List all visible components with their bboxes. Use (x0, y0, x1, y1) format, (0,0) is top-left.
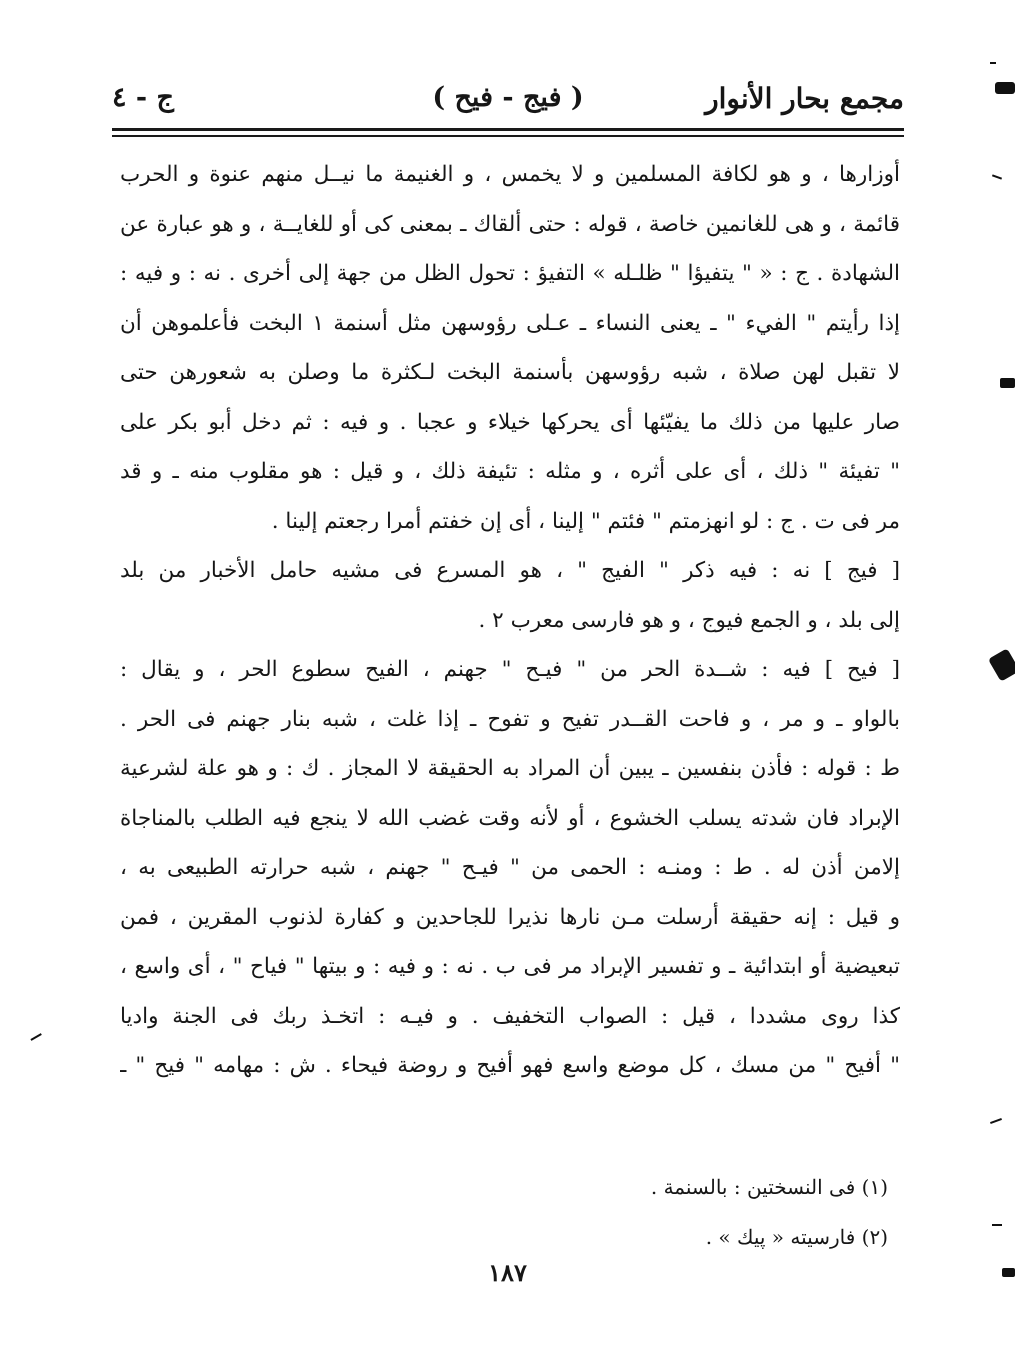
scan-mark (1002, 1268, 1015, 1277)
scan-mark (988, 648, 1015, 682)
book-title: مجمع بحار الأنوار (705, 82, 904, 115)
text-line: إذا رأيتم " الفيء " ـ يعنى النساء ـ عـلى رؤوسهن مثل أسنمة ١ البخت فأعلموهن أن (120, 310, 900, 336)
scan-mark (992, 174, 1002, 179)
text-line: صار عليها من ذلك ما يفيّئها أى يحركها خيلاء و عجبا . و فيه : ثم دخل أبو بكر على (120, 409, 900, 435)
footnote: (١) فى النسختين : بالسنمة . (650, 1175, 888, 1199)
text-line: مر فى ت . ج : لو انهزمتم " فئتم " إلينا ، أى إن خفتم أمرا رجعتم إلينا . (271, 508, 900, 534)
header-rule-thick (112, 128, 904, 131)
text-line: بالواو ـ و مر ، و فاحت القــدر تفيح و تفوح ـ إذا غلت ، شبه بنار جهنم فى الحر . (120, 706, 900, 732)
running-header (112, 80, 904, 124)
entry-range: ( فيج - فيح ) (432, 82, 584, 113)
text-line: إلى بلد ، و الجمع فيوج ، و هو فارسى معرب ٢ . (478, 607, 900, 633)
text-line: لا تقبل لهن صلاة ، شبه رؤوسهن بأسنمة البخت لـكثرة ما وصلن به شعورهن حتى (120, 360, 900, 385)
text-line: " تفيئة " ذلك ، أى على أثره ، و مثله : تئيفة ذلك ، و قيل : هو مقلوب منه ـ و قد (120, 459, 900, 484)
volume-label: ج - ٤ (112, 82, 174, 113)
body-text (120, 150, 900, 1091)
scan-mark (990, 1118, 1002, 1124)
text-line: إلامن أذن له . ط : ومنـه : الحمى من " فيـح " جهنم ، شبه حرارته الطبيعى به ، (120, 855, 900, 880)
text-line: ط : قوله : فأذن بنفسين ـ يبين أن المراد به الحقيقة لا المجاز . ك : و هو علة لشرعية (120, 756, 900, 781)
text-line: أوزارها ، و هو لكافة المسلمين و لا يخمس ، و الغنيمة ما نيــل منهم عنوة و الحرب (120, 162, 900, 187)
scan-mark (992, 1224, 1002, 1226)
scan-mark (1000, 378, 1015, 388)
scan-mark (30, 1033, 41, 1040)
header-rule-thin (112, 135, 904, 137)
text-line: " أفيح " من مسك ، كل موضع واسع فهو أفيح و روضة فيحاء . ش : مهامه " فيح " ـ (120, 1053, 900, 1078)
text-line: قائمة ، و هى للغانمين خاصة ، قوله : حتى ألقاك ـ بمعنى كى أو للغايــة ، و هو عبارة عن (120, 211, 900, 237)
footnote: (٢) فارسيته « پيك » . (705, 1225, 888, 1249)
text-line: كذا روى مشددا ، قيل : الصواب التخفيف . و فيـه : اتخـذ ربك فى الجنة واديا (120, 1003, 900, 1029)
scan-mark (995, 82, 1015, 94)
footnotes (120, 1162, 900, 1262)
page-number: ١٨٧ (488, 1258, 527, 1287)
text-line: تبعيضية أو ابتدائية ـ و تفسير الإبراد مر فى ب . نه : و فيه : و بيتها " فياح " ، أى واسع ، (120, 954, 900, 979)
text-line: و قيل : إنه حقيقة أرسلت مـن نارها نذيرا للجاحدين و كفارة لذنوب المقرين ، فمن (120, 904, 900, 930)
text-line: الإبراد فان شدته يسلب الخشوع ، أو لأنه وقت غضب الله لا ينجع فيه الطلب بالمناجاة (120, 805, 900, 831)
scan-mark (990, 62, 996, 64)
text-line: [ فيج ] نه : فيه ذكر " الفيج " ، هو المسرع فى مشيه حامل الأخبار من بلد (120, 558, 900, 583)
text-line: [ فيح ] فيه : شــدة الحر من " فيـح " جهنم ، الفيح سطوع الحر ، و يقال : (120, 657, 900, 682)
text-line: الشهادة . ج : « " يتفيؤا " ظلـله » التفيؤ : تحول الظل من جهة إلى أخرى . نه : و فيه : (120, 261, 900, 286)
